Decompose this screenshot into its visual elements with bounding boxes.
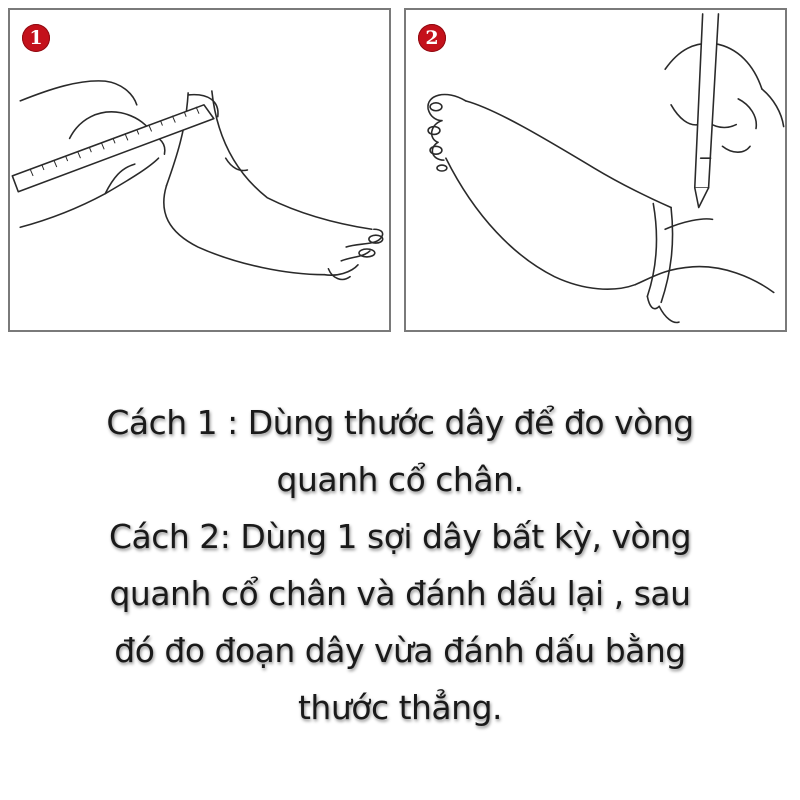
caption-line-2: quanh cổ chân. (276, 460, 524, 499)
illustration-panel-2 (404, 8, 787, 332)
caption-line-1: Cách 1 : Dùng thước dây để đo vòng (106, 403, 694, 442)
caption-line-5: đó đo đoạn dây vừa đánh dấu bằng (114, 631, 686, 670)
step-number-badge-1: 1 (22, 24, 50, 52)
tape-measure-ankle-illustration (10, 10, 389, 330)
illustration-panel-1 (8, 8, 391, 332)
caption-line-3: Cách 2: Dùng 1 sợi dây bất kỳ, vòng (108, 517, 692, 556)
step-number-badge-2: 2 (418, 24, 446, 52)
instruction-caption (40, 394, 760, 736)
caption-line-4: quanh cổ chân và đánh dấu lại , sau (109, 574, 691, 613)
string-marking-ankle-illustration (406, 10, 785, 330)
caption-line-6: thước thẳng. (297, 688, 503, 727)
